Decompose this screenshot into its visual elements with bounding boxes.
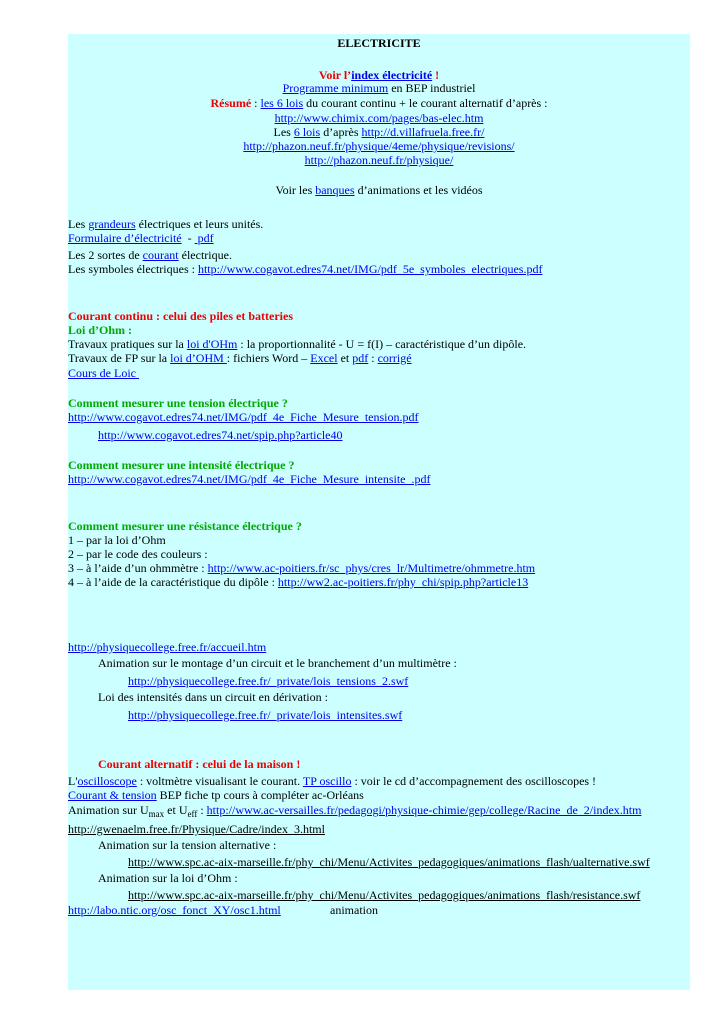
- oscilloscope-link[interactable]: oscilloscope: [77, 774, 137, 788]
- intensites-line: [128, 708, 402, 722]
- phazon-link[interactable]: http://phazon.neuf.fr/physique/: [304, 153, 454, 167]
- continu-heading: Courant continu : celui des piles et batteries: [68, 309, 293, 323]
- sortes-post: électrique.: [178, 248, 232, 262]
- resume-post: du courant continu + le courant alternatif d’après :: [303, 96, 548, 110]
- fp-loi-ohm-link[interactable]: loi d’OHM: [170, 351, 227, 365]
- cours-line: [68, 366, 139, 380]
- les-pre: Les: [273, 125, 294, 139]
- resistance-heading: Comment mesurer une résistance électrique ?: [68, 519, 302, 533]
- tension-heading: Comment mesurer une tension électrique ?: [68, 396, 288, 410]
- umax-ueff-line: [68, 803, 641, 817]
- ohmmetre-link[interactable]: http://www.ac-poitiers.fr/sc_phys/cres_lr/Multimetre/ohmmetre.htm: [207, 561, 536, 575]
- six-lois-link-2[interactable]: 6 lois: [293, 125, 321, 139]
- resistance-item-4: [68, 575, 528, 589]
- tp-line: [68, 337, 526, 351]
- six-lois-link[interactable]: les 6 lois: [260, 96, 304, 110]
- item3-pre: 3 – à l’aide d’un ohmmètre :: [68, 561, 208, 575]
- symboles-pre: Les symboles électriques :: [68, 262, 198, 276]
- umax-colon: :: [197, 803, 207, 817]
- item4-pre: 4 – à l’aide de la caractéristique du dipôle :: [68, 575, 278, 589]
- programme-post: en BEP industriel: [388, 81, 476, 95]
- tension-article-link[interactable]: http://www.cogavot.edres74.net/spip.php?article40: [98, 428, 343, 442]
- document-page: [68, 34, 690, 990]
- chimix-line: [68, 111, 690, 125]
- l-pre: L': [68, 774, 78, 788]
- loi-ohm-heading: Loi d’Ohm :: [68, 323, 133, 337]
- animation-word: animation: [330, 903, 378, 917]
- phazon-line: [68, 153, 690, 167]
- fp-mid: : fichiers Word –: [226, 351, 311, 365]
- fp-pdf-link[interactable]: pdf: [352, 351, 369, 365]
- formulaire-link[interactable]: Formulaire d’électricité: [68, 231, 182, 245]
- tension-line-2: [98, 428, 343, 442]
- fp-line: [68, 351, 412, 365]
- excel-link[interactable]: Excel: [310, 351, 338, 365]
- tension-alt-text: Animation sur la tension alternative :: [98, 838, 277, 852]
- courant-link[interactable]: courant: [142, 248, 179, 262]
- resistance-item-3: [68, 561, 535, 575]
- banques-pre: Voir les: [275, 183, 316, 197]
- loi-ohm-anim-text: Animation sur la loi d’Ohm :: [98, 871, 238, 885]
- formulaire-sep: -: [181, 231, 195, 245]
- sub-max: max: [148, 809, 165, 819]
- fp-colon: :: [368, 351, 378, 365]
- courant-tension-post: BEP fiche tp cours à compléter ac-Orléans: [156, 788, 364, 802]
- sortes-line: [68, 248, 232, 262]
- index-line: [68, 68, 690, 82]
- grandeurs-link[interactable]: grandeurs: [88, 217, 136, 231]
- sortes-pre: Les 2 sortes de: [68, 248, 143, 262]
- villafruela-line: [68, 125, 690, 139]
- versailles-link[interactable]: http://www.ac-versailles.fr/pedagogi/physique-chimie/gep/college/Racine_de_2/index.htm: [206, 803, 642, 817]
- labo-line: [68, 903, 281, 917]
- grandeurs-line: [68, 217, 263, 231]
- phazon-revisions-line: [68, 139, 690, 153]
- apres-text: d’après: [320, 125, 362, 139]
- resistance-swf-line: [128, 888, 640, 902]
- index-electricite-link[interactable]: index électricité: [351, 68, 433, 82]
- resume-line: [68, 96, 690, 110]
- banques-link[interactable]: banques: [315, 183, 355, 197]
- alternatif-heading: Courant alternatif : celui de la maison !: [98, 757, 301, 771]
- formulaire-line: [68, 231, 214, 245]
- grandeurs-pre: Les: [68, 217, 89, 231]
- villafruela-link[interactable]: http://d.villafruela.free.fr/: [361, 125, 485, 139]
- tp-pre: Travaux pratiques sur la: [68, 337, 187, 351]
- fp-pre: Travaux de FP sur la: [68, 351, 171, 365]
- voir-post: !: [432, 68, 440, 82]
- et-u: et U: [164, 803, 188, 817]
- lois-tensions-link[interactable]: http://physiquecollege.free.fr/_private/lois_tensions_2.swf: [128, 674, 409, 688]
- ualternative-link[interactable]: http://www.spc.ac-aix-marseille.fr/phy_chi/Menu/Activites_pedagogiques/animations_flash/ualternative.swf: [128, 855, 650, 869]
- resume-label: Résumé: [210, 96, 252, 110]
- poitiers-article-link[interactable]: http://ww2.ac-poitiers.fr/phy_chi/spip.php?article13: [277, 575, 529, 589]
- formulaire-pdf-link[interactable]: pdf: [194, 231, 214, 245]
- banques-post: d’animations et les vidéos: [354, 183, 483, 197]
- fp-et: et: [337, 351, 353, 365]
- courant-tension-line: [68, 788, 364, 802]
- programme-minimum-link[interactable]: Programme minimum: [282, 81, 389, 95]
- chimix-link[interactable]: http://www.chimix.com/pages/bas-elec.htm: [274, 111, 484, 125]
- labo-ntic-link[interactable]: http://labo.ntic.org/osc_fonct_XY/osc1.html: [68, 903, 281, 917]
- tp-post: : la proportionnalité - U = f(I) – caractéristique d’un dipôle.: [237, 337, 527, 351]
- montage-text: Animation sur le montage d’un circuit et le branchement d’un multimètre :: [98, 656, 457, 670]
- osc-mid: : voltmètre visualisant le courant.: [136, 774, 303, 788]
- tension-line-1: [68, 410, 418, 424]
- anim-sur-u: Animation sur U: [68, 803, 149, 817]
- physiquecollege-line: [68, 640, 266, 654]
- lois-intensites-link[interactable]: http://physiquecollege.free.fr/_private/lois_intensites.swf: [128, 708, 403, 722]
- cours-loic-link[interactable]: Cours de Loic: [68, 366, 139, 380]
- sub-eff: eff: [187, 809, 198, 819]
- grandeurs-post: électriques et leurs unités.: [135, 217, 264, 231]
- intensite-pdf-link[interactable]: http://www.cogavot.edres74.net/IMG/pdf_4e_Fiche_Mesure_intensite_.pdf: [68, 472, 431, 486]
- intensite-heading: Comment mesurer une intensité électrique ?: [68, 458, 295, 472]
- programme-line: [68, 81, 690, 95]
- symboles-line: [68, 262, 542, 276]
- corrige-link[interactable]: corrigé: [377, 351, 412, 365]
- resistance-swf-link[interactable]: http://www.spc.ac-aix-marseille.fr/phy_chi/Menu/Activites_pedagogiques/animations_flash/resistance.swf: [128, 888, 641, 902]
- page-title: ELECTRICITE: [337, 36, 421, 50]
- resistance-item-1: 1 – par la loi d’Ohm: [68, 533, 166, 547]
- resume-sep: :: [251, 96, 261, 110]
- ualternative-line: [128, 855, 650, 869]
- osc-post: : voir le cd d’accompagnement des oscilloscopes !: [351, 774, 597, 788]
- courant-tension-link[interactable]: Courant & tension: [68, 788, 157, 802]
- phazon-revisions-link[interactable]: http://phazon.neuf.fr/physique/4eme/physique/revisions/: [243, 139, 515, 153]
- tp-loi-ohm-link[interactable]: loi d'OHm: [186, 337, 238, 351]
- physiquecollege-link[interactable]: http://physiquecollege.free.fr/accueil.htm: [68, 640, 267, 654]
- intensite-line: [68, 472, 430, 486]
- tensions-line: [128, 674, 408, 688]
- symboles-link[interactable]: http://www.cogavot.edres74.net/IMG/pdf_5e_symboles_electriques.pdf: [197, 262, 543, 276]
- gwenaelm-line: [68, 822, 325, 836]
- derivation-text: Loi des intensités dans un circuit en dérivation :: [98, 690, 328, 704]
- tp-oscillo-link[interactable]: TP oscillo: [302, 774, 352, 788]
- oscilloscope-line: [68, 774, 596, 788]
- gwenaelm-link[interactable]: http://gwenaelm.free.fr/Physique/Cadre/index_3.html: [68, 822, 325, 836]
- tension-pdf-link[interactable]: http://www.cogavot.edres74.net/IMG/pdf_4e_Fiche_Mesure_tension.pdf: [68, 410, 419, 424]
- banques-line: [68, 183, 690, 197]
- voir-pre: Voir l’: [318, 68, 352, 82]
- resistance-item-2: 2 – par le code des couleurs :: [68, 547, 208, 561]
